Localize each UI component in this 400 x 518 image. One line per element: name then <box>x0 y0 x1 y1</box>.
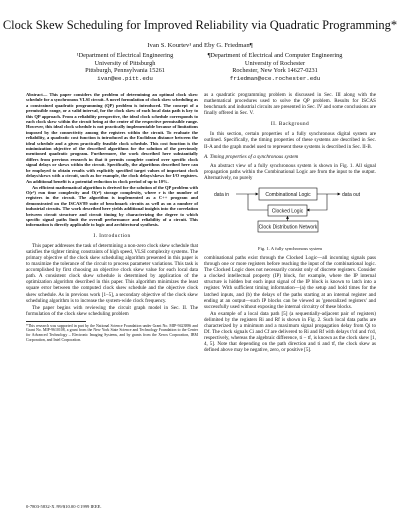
combinational-logic-label: Combinational Logic <box>265 191 311 198</box>
abstract-paragraph: An efficient mathematical algorithm is derived for the solution of the QP problem with O(r³) run time complexity and O(r²) storage complexity, where r is the number of registers in the circuit. The algorithm is implemented as a C++ program and demonstrated on the ISCAS'89 suite of benchmark circuits as well as on a number of industrial circuits. The work described here yields additional insights into the correlation between circuit structure and circuit timing by characterizing the degree to which specific signal paths limit the overall performance and reliability of a circuit. This information is directly applicable to logic and architectural synthesis. <box>26 184 198 228</box>
figure-synchronous-system <box>204 184 376 244</box>
abstract <box>26 92 198 228</box>
section-heading-background: II. Background <box>270 121 310 128</box>
body-paragraph: An example of a local data path [5] (a sequentially-adjacent pair of registers) delimited by the registers Ri and Rf is shown in Fig. 2. Such local data paths are characterized by a minimum and a maximum signal propagation delay from Qi to Df. The clock signals Ci and Cf are delivered to Ri and Rf with delays t'cd and t'cd, respectively, whereas the algebraic difference, ti − tf, is known as the clock skew [1, 4, 5]. Note that depending on the path direction and ti and tf, the clock skew as defined above may be negative, zero, or positive [5]. <box>204 310 376 354</box>
body-paragraph: An abstract view of a fully synchronous system is shown in Fig. 1. All signal propagation paths within the Combinational Logic are from the input to the output. Alternatively, no purely <box>204 162 376 181</box>
affiliation-org: University of Rochester <box>244 59 306 67</box>
clocked-logic-label: Clocked Logic <box>271 208 304 215</box>
footnote-rule <box>26 321 86 322</box>
figure-caption: Fig. 1. A fully synchronous system <box>258 245 322 251</box>
data-in-label: data in <box>214 191 230 198</box>
timing-text <box>204 163 376 181</box>
affiliation-dept: ¶Department of Electrical and Computer Engineering <box>207 52 343 59</box>
affiliation-pittsburgh <box>50 52 200 82</box>
register-text <box>204 255 376 354</box>
system-diagram <box>212 184 368 244</box>
funding-footnote: *This research was supported in part by the National Science Foundation under Grant No. MIP-9423886 and Grant No. MIP-9610108, a grant from the New York State Science and Technology Foundation to the Center for Advanced Technology – Electronic Imaging Systems, and by grants from the Xerox Corporation, IBM Corporation, and Intel Corporation. <box>26 323 198 342</box>
abstract-paragraph: Abstract— This paper considers the problem of determining an optimal clock skew schedule for a synchronous VLSI circuit. A novel formulation of clock skew scheduling as a constrained quadratic programming (QP) problem is introduced. The concept of a permissible range, or a valid interval, for the clock skew of each local data path is key to this QP approach. From a reliability perspective, the ideal clock schedule corresponds to each clock skew within the circuit being at the center of the respective permissible range. However, this ideal clock schedule is not practically implementable because of limitations imposed by the connectivity among the registers within the circuit. To evaluate the reliability, a quadratic cost function is introduced as the Euclidean distance between the ideal schedule and a given practically feasible clock schedule. This cost function is the minimization objective of the described algorithms for the solution of the previously mentioned quadratic program. Furthermore, the work described here substantially differs from previous research in that it permits complete control over specific clock signal delays or skews within the circuit. Specifically, the algorithms described here can be employed to obtain results with explicitly specified target values of important clock delays/skews with a circuit, such as for example, the clock delays/skews for I/O registers. An additional benefit is a potential reduction in clock period of up to 10%. <box>26 92 198 184</box>
body-paragraph: as a quadratic programming problem is discussed in Sec. III along with the mathematical procedures used to solve the QP problem. Results for ISCAS benchmark and industrial circuits are presented in Sec. IV and some conclusions are finally offered in Sec. V. <box>204 92 376 117</box>
affiliation-city: Rochester, New York 14627-0231 <box>232 67 318 75</box>
data-out-label: data out <box>342 191 361 198</box>
affiliation-org: University of Pittsburgh <box>94 59 156 67</box>
body-paragraph: The paper begins with reviewing the circuit graph model in Sec. II. The formulation of the clock skew scheduling problem <box>26 304 198 317</box>
affiliation-city: Pittsburgh, Pennsylvania 15261 <box>85 67 165 75</box>
author-email: ivan@ee.pitt.edu <box>97 74 153 82</box>
author-email: friedman@ece.rochester.edu <box>229 74 321 82</box>
left-column <box>26 92 198 342</box>
paper-title: Clock Skew Scheduling for Improved Reliability via Quadratic Programming* <box>2 18 398 32</box>
body-paragraph: In this section, certain properties of a fully synchronous digital system are outlined. Specifically, the timing properties of these systems are described in Sec. II-A and the graph model used to represent these systems is described in Sec. II-B. <box>204 131 376 150</box>
body-paragraph: combinational paths exist through the Clocked Logic—all incoming signals pass through one or more registers before reaching the input of the combinational logic. The Clocked Logic does not necessarily consist only of discrete registers. Consider a clocked intellectual property (IP) block, for example, where the IP internal structure is hidden but each input signal of the IP block is known to latch into a register. With sufficient timing information—(a) the setup and hold times for the latched inputs, and (b) the delays of the paths starting at an internal register and ending at an output—such IP blocks can be viewed as 'generalized registers' and successfully used without exposing the internal circuitry of these blocks. <box>204 254 376 310</box>
introduction-text <box>26 243 198 317</box>
right-intro-text <box>204 92 376 116</box>
body-paragraph: This paper addresses the task of determining a non-zero clock skew schedule that satisfies the tighter timing constraints of high speed, VLSI complexity systems. The primary objective of the clock skew scheduling algorithm presented in this paper is to maximize the tolerance of the circuit to process parameter variations. This task is accomplished by first choosing an objective clock skew value for each local data path. A consistent clock skew schedule is determined by application of the optimization algorithm described in this paper. This algorithm minimizes the least square error between the computed clock skew schedule and the objective clock skew schedule. As in previous work [1–5], a secondary objective of the clock skew scheduling algorithm is to increase the system-wide clock frequency. <box>26 242 198 304</box>
section-heading-introduction: I. Introduction <box>93 232 131 239</box>
author-line: Ivan S. Kourtev¹ and Eby G. Friedman¶ <box>147 42 253 49</box>
background-text <box>204 131 376 149</box>
subsection-heading-timing: A. Timing properties of a synchronous system <box>204 153 299 160</box>
affiliation-dept: ¹Department of Electrical Engineering <box>76 52 174 59</box>
copyright-line: 0-7803-5832-X /99/$10.00 ©1999 IEEE. <box>26 504 102 509</box>
right-column <box>204 92 376 354</box>
affiliation-rochester <box>200 52 350 82</box>
clock-network-label: Clock Distribution Network <box>258 224 318 231</box>
